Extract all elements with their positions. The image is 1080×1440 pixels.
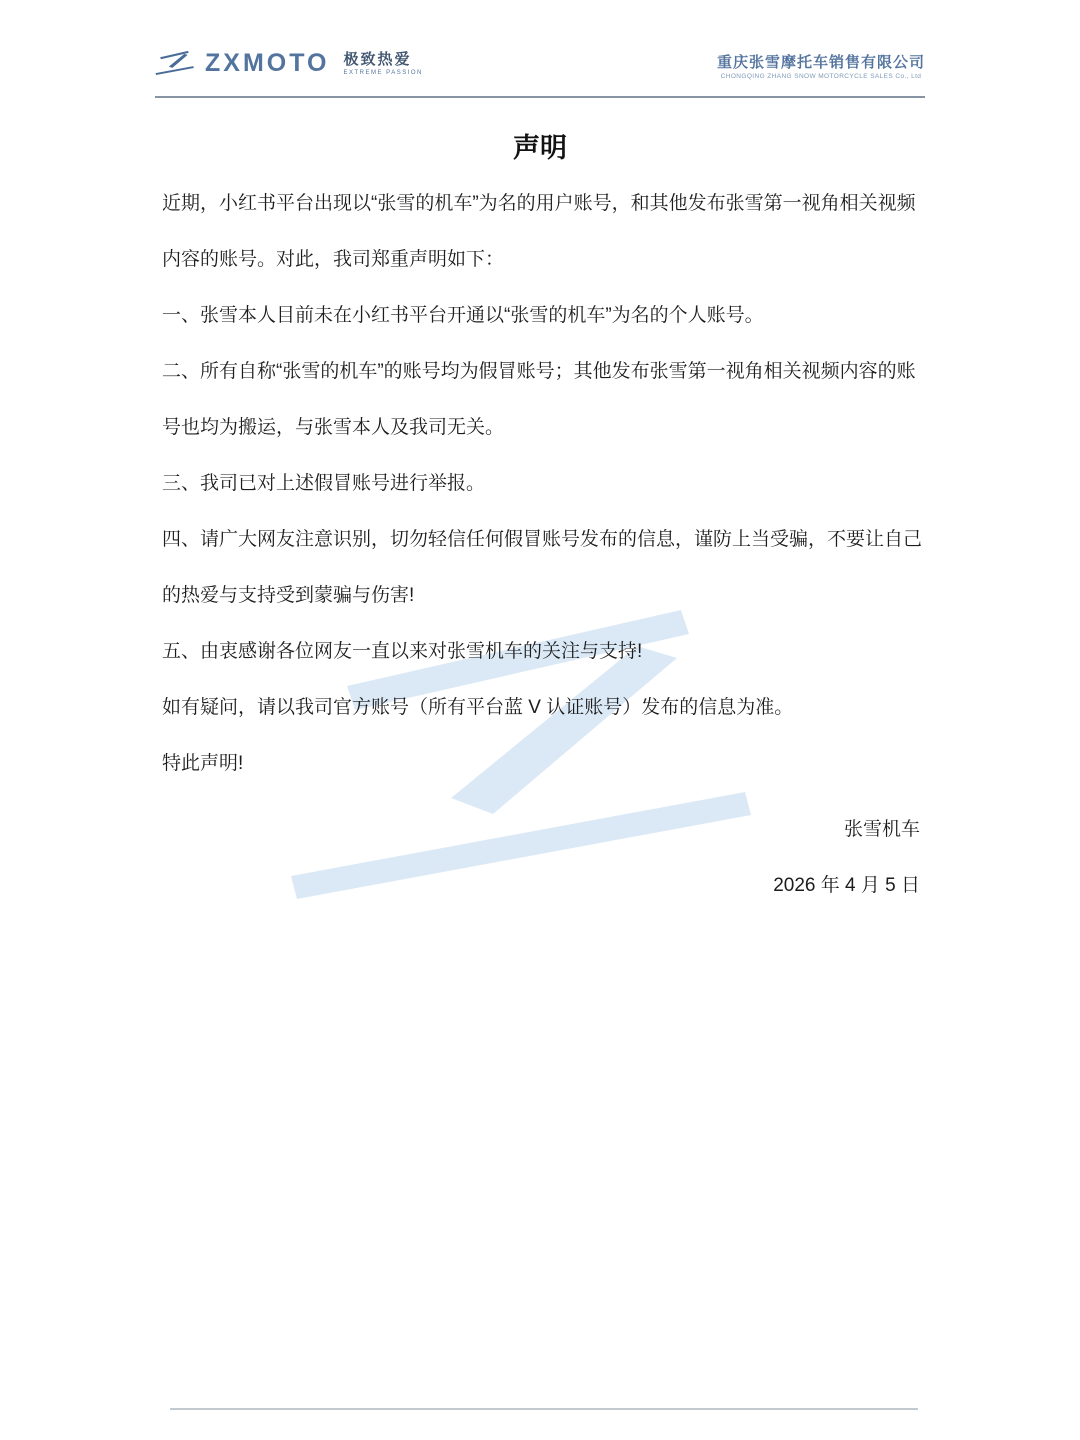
statement-body [162,176,934,914]
statement-line: 近期，小红书平台出现以“张雪的机车”为名的用户账号，和其他发布张雪第一视角相关视频 [162,193,916,214]
statement-line: 如有疑问，请以我司官方账号（所有平台蓝 V 认证账号）发布的信息为准。 [162,697,794,718]
brand-wordmark: ZXMOTO [205,48,330,77]
page-header [155,50,925,82]
statement-line: 二、所有自称“张雪的机车”的账号均为假冒账号；其他发布张雪第一视角相关视频内容的账 [162,361,916,382]
header-rule [155,96,925,98]
brand-tagline-en: EXTREME PASSION [343,69,423,76]
z-logo-icon [155,50,195,76]
brand-block [155,50,423,77]
page-title: 声明 [513,133,567,163]
footer-rule [170,1408,918,1410]
statement-line: 内容的账号。对此，我司郑重声明如下： [162,249,505,270]
brand-tagline-cn: 极致热爱 [343,51,412,68]
statement-line: 五、由衷感谢各位网友一直以来对张雪机车的关注与支持! [162,641,643,662]
brand-tagline [343,52,422,77]
statement-line: 特此声明! [162,753,244,774]
company-name-cn: 重庆张雪摩托车销售有限公司 [716,54,925,71]
company-name-en: CHONGQING ZHANG SNOW MOTORCYCLE SALES Co., Ltd [720,73,922,80]
statement-line: 三、我司已对上述假冒账号进行举报。 [162,473,486,494]
statement-line: 的热爱与支持受到蒙骗与伤害! [162,585,415,606]
signature: 张雪机车 [843,819,920,840]
statement-line: 四、请广大网友注意识别，切勿轻信任何假冒账号发布的信息，谨防上当受骗，不要让自己 [162,529,923,550]
statement-line: 一、张雪本人目前未在小红书平台开通以“张雪的机车”为名的个人账号。 [162,305,764,326]
signature-block [162,802,934,914]
statement-date: 2026 年 4 月 5 日 [773,875,920,896]
company-block [717,54,925,82]
statement-line: 号也均为搬运，与张雪本人及我司无关。 [162,417,505,438]
